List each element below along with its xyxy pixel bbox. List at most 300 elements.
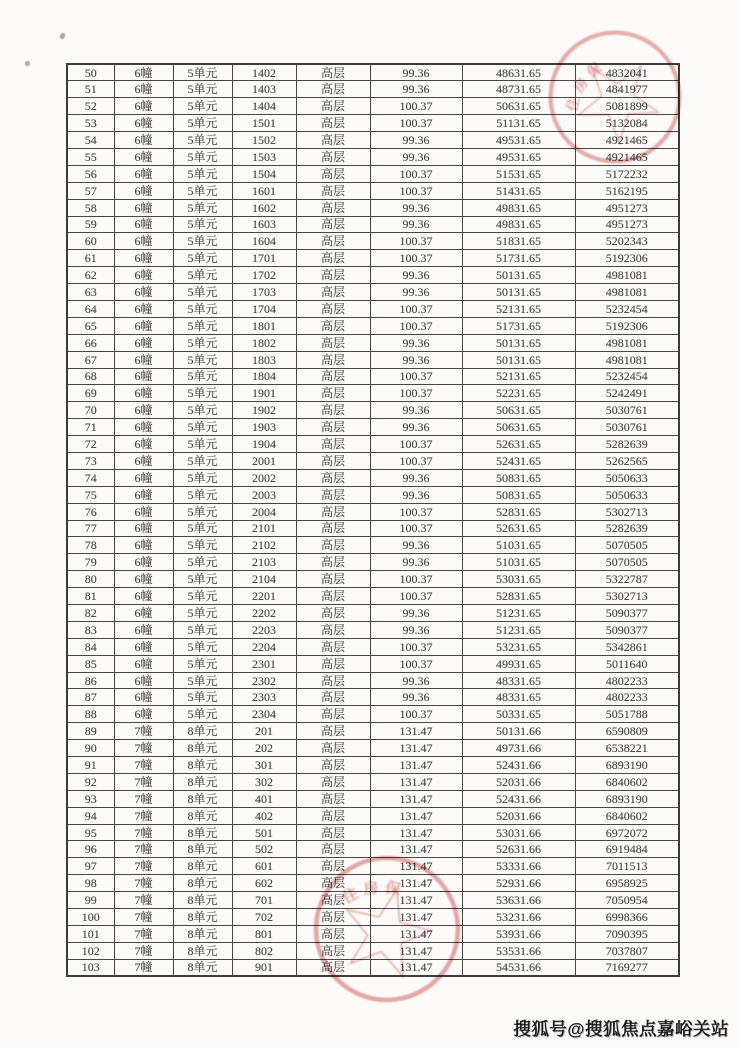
cell-unit-price: 53031.65: [462, 571, 575, 588]
cell-area: 100.37: [370, 115, 462, 132]
cell-index: 88: [67, 706, 114, 723]
cell-unit: 5单元: [173, 537, 232, 554]
table-row: [67, 250, 679, 267]
cell-floor-type: 高层: [296, 655, 370, 672]
scan-speck: [24, 60, 30, 66]
cell-floor-type: 高层: [296, 925, 370, 942]
cell-area: 131.47: [370, 909, 462, 926]
cell-room-number: 2302: [232, 672, 296, 689]
cell-unit-price: 49831.65: [462, 199, 575, 216]
cell-unit-price: 51131.65: [462, 115, 575, 132]
cell-floor-type: 高层: [296, 368, 370, 385]
cell-unit-price: 53631.66: [462, 892, 575, 909]
cell-floor-type: 高层: [296, 503, 370, 520]
cell-total-price: 6840602: [575, 807, 679, 824]
cell-unit-price: 52031.66: [462, 807, 575, 824]
cell-floor-type: 高层: [296, 723, 370, 740]
cell-area: 131.47: [370, 942, 462, 959]
table-row: [67, 148, 679, 165]
cell-area: 99.36: [370, 672, 462, 689]
cell-index: 75: [67, 486, 114, 503]
cell-floor-type: 高层: [296, 537, 370, 554]
cell-area: 100.37: [370, 300, 462, 317]
cell-floor-type: 高层: [296, 132, 370, 149]
cell-index: 89: [67, 723, 114, 740]
cell-index: 56: [67, 165, 114, 182]
cell-building: 7幢: [114, 773, 173, 790]
cell-total-price: 5342861: [575, 638, 679, 655]
table-row: [67, 942, 679, 959]
cell-unit: 8单元: [173, 757, 232, 774]
cell-unit-price: 49931.65: [462, 655, 575, 672]
cell-unit: 5单元: [173, 452, 232, 469]
cell-unit-price: 53231.65: [462, 638, 575, 655]
table-row: [67, 452, 679, 469]
table-row: [67, 64, 679, 81]
cell-unit-price: 52831.65: [462, 503, 575, 520]
cell-unit-price: 53531.66: [462, 942, 575, 959]
cell-floor-type: 高层: [296, 892, 370, 909]
cell-area: 99.36: [370, 605, 462, 622]
cell-index: 70: [67, 402, 114, 419]
cell-room-number: 501: [232, 824, 296, 841]
cell-area: 100.37: [370, 638, 462, 655]
cell-total-price: 5090377: [575, 605, 679, 622]
cell-floor-type: 高层: [296, 148, 370, 165]
cell-index: 93: [67, 790, 114, 807]
table-row: [67, 81, 679, 98]
cell-room-number: 802: [232, 942, 296, 959]
cell-unit-price: 49531.65: [462, 132, 575, 149]
cell-building: 6幢: [114, 706, 173, 723]
cell-total-price: 6919484: [575, 841, 679, 858]
cell-building: 6幢: [114, 520, 173, 537]
cell-building: 6幢: [114, 588, 173, 605]
cell-building: 6幢: [114, 216, 173, 233]
cell-room-number: 801: [232, 925, 296, 942]
cell-floor-type: 高层: [296, 98, 370, 115]
cell-building: 6幢: [114, 621, 173, 638]
cell-total-price: 5132084: [575, 115, 679, 132]
cell-total-price: 5302713: [575, 588, 679, 605]
cell-building: 6幢: [114, 419, 173, 436]
cell-area: 99.36: [370, 469, 462, 486]
table-row: [67, 520, 679, 537]
table-row: [67, 233, 679, 250]
cell-unit: 5单元: [173, 605, 232, 622]
cell-room-number: 1404: [232, 98, 296, 115]
cell-building: 7幢: [114, 909, 173, 926]
cell-unit: 8单元: [173, 790, 232, 807]
cell-building: 7幢: [114, 959, 173, 976]
cell-area: 99.36: [370, 81, 462, 98]
cell-unit-price: 50631.65: [462, 419, 575, 436]
table-row: [67, 689, 679, 706]
cell-total-price: 5030761: [575, 402, 679, 419]
cell-index: 71: [67, 419, 114, 436]
cell-unit: 8单元: [173, 925, 232, 942]
table-row: [67, 132, 679, 149]
cell-building: 6幢: [114, 655, 173, 672]
cell-floor-type: 高层: [296, 554, 370, 571]
cell-total-price: 5172232: [575, 165, 679, 182]
table-row: [67, 740, 679, 757]
cell-building: 7幢: [114, 757, 173, 774]
cell-room-number: 2201: [232, 588, 296, 605]
cell-total-price: 4841977: [575, 81, 679, 98]
cell-area: 100.37: [370, 182, 462, 199]
cell-unit-price: 51531.65: [462, 165, 575, 182]
cell-index: 100: [67, 909, 114, 926]
cell-unit: 5单元: [173, 182, 232, 199]
cell-room-number: 1804: [232, 368, 296, 385]
cell-index: 66: [67, 334, 114, 351]
cell-area: 131.47: [370, 773, 462, 790]
cell-area: 100.37: [370, 452, 462, 469]
table-row: [67, 334, 679, 351]
cell-unit: 5单元: [173, 64, 232, 81]
cell-floor-type: 高层: [296, 267, 370, 284]
seal-arc-text: 住房保: [565, 58, 609, 114]
table-row: [67, 385, 679, 402]
cell-unit: 8单元: [173, 892, 232, 909]
cell-area: 131.47: [370, 723, 462, 740]
table-row: [67, 909, 679, 926]
table-row: [67, 537, 679, 554]
cell-room-number: 701: [232, 892, 296, 909]
cell-total-price: 4802233: [575, 689, 679, 706]
cell-room-number: 901: [232, 959, 296, 976]
cell-room-number: 1601: [232, 182, 296, 199]
cell-unit: 5单元: [173, 385, 232, 402]
cell-index: 68: [67, 368, 114, 385]
cell-index: 51: [67, 81, 114, 98]
cell-room-number: 2003: [232, 486, 296, 503]
cell-floor-type: 高层: [296, 875, 370, 892]
cell-area: 99.36: [370, 621, 462, 638]
cell-room-number: 2104: [232, 571, 296, 588]
cell-building: 6幢: [114, 436, 173, 453]
cell-unit: 5单元: [173, 250, 232, 267]
cell-area: 100.37: [370, 571, 462, 588]
cell-total-price: 5050633: [575, 486, 679, 503]
cell-unit-price: 51731.65: [462, 317, 575, 334]
cell-floor-type: 高层: [296, 233, 370, 250]
cell-area: 100.37: [370, 165, 462, 182]
cell-floor-type: 高层: [296, 300, 370, 317]
cell-unit: 5单元: [173, 655, 232, 672]
cell-total-price: 6998366: [575, 909, 679, 926]
cell-index: 83: [67, 621, 114, 638]
cell-total-price: 4981081: [575, 351, 679, 368]
cell-index: 87: [67, 689, 114, 706]
cell-index: 92: [67, 773, 114, 790]
cell-room-number: 602: [232, 875, 296, 892]
cell-room-number: 1904: [232, 436, 296, 453]
cell-unit: 5单元: [173, 132, 232, 149]
cell-room-number: 2303: [232, 689, 296, 706]
cell-room-number: 1403: [232, 81, 296, 98]
cell-building: 7幢: [114, 942, 173, 959]
cell-area: 99.36: [370, 351, 462, 368]
cell-unit-price: 50131.66: [462, 723, 575, 740]
cell-room-number: 1703: [232, 284, 296, 301]
cell-room-number: 1901: [232, 385, 296, 402]
cell-unit: 5单元: [173, 503, 232, 520]
cell-unit: 5单元: [173, 436, 232, 453]
cell-area: 131.47: [370, 841, 462, 858]
cell-index: 59: [67, 216, 114, 233]
cell-total-price: 5030761: [575, 419, 679, 436]
cell-unit-price: 52131.65: [462, 300, 575, 317]
cell-unit: 5单元: [173, 115, 232, 132]
cell-floor-type: 高层: [296, 841, 370, 858]
cell-unit: 8单元: [173, 740, 232, 757]
cell-room-number: 2004: [232, 503, 296, 520]
cell-area: 100.37: [370, 233, 462, 250]
cell-index: 72: [67, 436, 114, 453]
cell-building: 6幢: [114, 368, 173, 385]
cell-building: 6幢: [114, 571, 173, 588]
cell-area: 100.37: [370, 98, 462, 115]
cell-unit-price: 51731.65: [462, 250, 575, 267]
table-row: [67, 875, 679, 892]
cell-unit-price: 53931.66: [462, 925, 575, 942]
cell-index: 86: [67, 672, 114, 689]
cell-area: 100.37: [370, 368, 462, 385]
cell-unit: 5单元: [173, 706, 232, 723]
cell-total-price: 5232454: [575, 368, 679, 385]
cell-index: 54: [67, 132, 114, 149]
cell-unit: 5单元: [173, 368, 232, 385]
cell-index: 97: [67, 858, 114, 875]
cell-unit-price: 50631.65: [462, 402, 575, 419]
cell-unit: 5单元: [173, 233, 232, 250]
cell-area: 99.36: [370, 199, 462, 216]
cell-area: 131.47: [370, 892, 462, 909]
cell-index: 60: [67, 233, 114, 250]
cell-area: 100.37: [370, 520, 462, 537]
cell-building: 7幢: [114, 892, 173, 909]
cell-building: 6幢: [114, 115, 173, 132]
table-row: [67, 115, 679, 132]
cell-building: 6幢: [114, 385, 173, 402]
cell-room-number: 2101: [232, 520, 296, 537]
cell-unit-price: 51231.65: [462, 605, 575, 622]
cell-index: 102: [67, 942, 114, 959]
cell-unit: 8单元: [173, 942, 232, 959]
cell-floor-type: 高层: [296, 740, 370, 757]
cell-building: 7幢: [114, 740, 173, 757]
cell-total-price: 7037807: [575, 942, 679, 959]
cell-floor-type: 高层: [296, 520, 370, 537]
cell-building: 6幢: [114, 689, 173, 706]
cell-index: 101: [67, 925, 114, 942]
cell-floor-type: 高层: [296, 81, 370, 98]
cell-floor-type: 高层: [296, 284, 370, 301]
table-row: [67, 588, 679, 605]
cell-total-price: 5070505: [575, 537, 679, 554]
cell-unit-price: 49531.65: [462, 148, 575, 165]
cell-index: 90: [67, 740, 114, 757]
cell-unit-price: 48731.65: [462, 81, 575, 98]
cell-room-number: 2002: [232, 469, 296, 486]
cell-room-number: 1902: [232, 402, 296, 419]
cell-building: 6幢: [114, 317, 173, 334]
cell-building: 6幢: [114, 300, 173, 317]
cell-building: 6幢: [114, 334, 173, 351]
cell-index: 52: [67, 98, 114, 115]
cell-floor-type: 高层: [296, 757, 370, 774]
cell-room-number: 601: [232, 858, 296, 875]
cell-area: 100.37: [370, 655, 462, 672]
cell-total-price: 5011640: [575, 655, 679, 672]
cell-area: 131.47: [370, 740, 462, 757]
cell-unit: 5单元: [173, 469, 232, 486]
cell-floor-type: 高层: [296, 942, 370, 959]
table-row: [67, 486, 679, 503]
cell-building: 6幢: [114, 554, 173, 571]
cell-total-price: 7169277: [575, 959, 679, 976]
cell-unit-price: 51031.65: [462, 537, 575, 554]
cell-unit-price: 54531.66: [462, 959, 575, 976]
cell-total-price: 4951273: [575, 216, 679, 233]
cell-room-number: 1803: [232, 351, 296, 368]
cell-index: 67: [67, 351, 114, 368]
cell-area: 99.36: [370, 689, 462, 706]
cell-index: 76: [67, 503, 114, 520]
cell-building: 7幢: [114, 723, 173, 740]
cell-building: 7幢: [114, 824, 173, 841]
cell-unit-price: 52031.66: [462, 773, 575, 790]
cell-building: 6幢: [114, 351, 173, 368]
cell-building: 7幢: [114, 925, 173, 942]
cell-building: 6幢: [114, 132, 173, 149]
table-row: [67, 790, 679, 807]
cell-room-number: 401: [232, 790, 296, 807]
table-row: [67, 807, 679, 824]
cell-building: 6幢: [114, 537, 173, 554]
cell-unit-price: 52231.65: [462, 385, 575, 402]
table-row: [67, 959, 679, 976]
cell-total-price: 5070505: [575, 554, 679, 571]
cell-floor-type: 高层: [296, 165, 370, 182]
cell-room-number: 1702: [232, 267, 296, 284]
cell-floor-type: 高层: [296, 64, 370, 81]
cell-total-price: 6590809: [575, 723, 679, 740]
cell-room-number: 2304: [232, 706, 296, 723]
cell-index: 77: [67, 520, 114, 537]
cell-room-number: 2202: [232, 605, 296, 622]
cell-room-number: 302: [232, 773, 296, 790]
cell-index: 63: [67, 284, 114, 301]
cell-unit-price: 52631.65: [462, 436, 575, 453]
cell-unit-price: 51031.65: [462, 554, 575, 571]
cell-unit: 8单元: [173, 807, 232, 824]
cell-room-number: 2301: [232, 655, 296, 672]
cell-total-price: 5242491: [575, 385, 679, 402]
cell-unit-price: 52631.66: [462, 841, 575, 858]
cell-floor-type: 高层: [296, 824, 370, 841]
cell-unit: 5单元: [173, 267, 232, 284]
table-row: [67, 165, 679, 182]
table-row: [67, 199, 679, 216]
cell-index: 95: [67, 824, 114, 841]
cell-index: 64: [67, 300, 114, 317]
cell-room-number: 201: [232, 723, 296, 740]
cell-floor-type: 高层: [296, 486, 370, 503]
cell-unit: 5单元: [173, 317, 232, 334]
cell-building: 6幢: [114, 402, 173, 419]
cell-index: 74: [67, 469, 114, 486]
cell-unit-price: 48631.65: [462, 64, 575, 81]
cell-area: 131.47: [370, 807, 462, 824]
cell-room-number: 502: [232, 841, 296, 858]
cell-floor-type: 高层: [296, 334, 370, 351]
cell-index: 98: [67, 875, 114, 892]
cell-unit: 8单元: [173, 875, 232, 892]
table-row: [67, 858, 679, 875]
cell-unit: 5单元: [173, 402, 232, 419]
cell-floor-type: 高层: [296, 909, 370, 926]
cell-unit-price: 53331.66: [462, 858, 575, 875]
cell-area: 131.47: [370, 875, 462, 892]
cell-floor-type: 高层: [296, 571, 370, 588]
cell-room-number: 1603: [232, 216, 296, 233]
table-row: [67, 672, 679, 689]
cell-room-number: 301: [232, 757, 296, 774]
cell-index: 55: [67, 148, 114, 165]
cell-area: 131.47: [370, 925, 462, 942]
cell-room-number: 1903: [232, 419, 296, 436]
cell-building: 6幢: [114, 165, 173, 182]
cell-room-number: 702: [232, 909, 296, 926]
cell-floor-type: 高层: [296, 436, 370, 453]
cell-total-price: 5202343: [575, 233, 679, 250]
table-row: [67, 554, 679, 571]
cell-area: 99.36: [370, 419, 462, 436]
cell-floor-type: 高层: [296, 385, 370, 402]
cell-floor-type: 高层: [296, 605, 370, 622]
cell-building: 7幢: [114, 858, 173, 875]
cell-floor-type: 高层: [296, 672, 370, 689]
cell-total-price: 4921465: [575, 148, 679, 165]
cell-room-number: 2102: [232, 537, 296, 554]
cell-unit-price: 52631.65: [462, 520, 575, 537]
cell-floor-type: 高层: [296, 351, 370, 368]
cell-total-price: 4951273: [575, 199, 679, 216]
cell-area: 99.36: [370, 284, 462, 301]
cell-area: 100.37: [370, 588, 462, 605]
cell-floor-type: 高层: [296, 317, 370, 334]
cell-room-number: 202: [232, 740, 296, 757]
cell-building: 6幢: [114, 469, 173, 486]
cell-area: 131.47: [370, 757, 462, 774]
cell-room-number: 1701: [232, 250, 296, 267]
cell-room-number: 1802: [232, 334, 296, 351]
cell-floor-type: 高层: [296, 402, 370, 419]
cell-area: 99.36: [370, 402, 462, 419]
cell-floor-type: 高层: [296, 807, 370, 824]
cell-unit: 5单元: [173, 571, 232, 588]
cell-unit-price: 50831.65: [462, 469, 575, 486]
cell-unit-price: 50331.65: [462, 706, 575, 723]
price-list-table-body: [67, 64, 679, 976]
table-row: [67, 419, 679, 436]
table-row: [67, 402, 679, 419]
cell-unit: 5单元: [173, 98, 232, 115]
table-row: [67, 841, 679, 858]
